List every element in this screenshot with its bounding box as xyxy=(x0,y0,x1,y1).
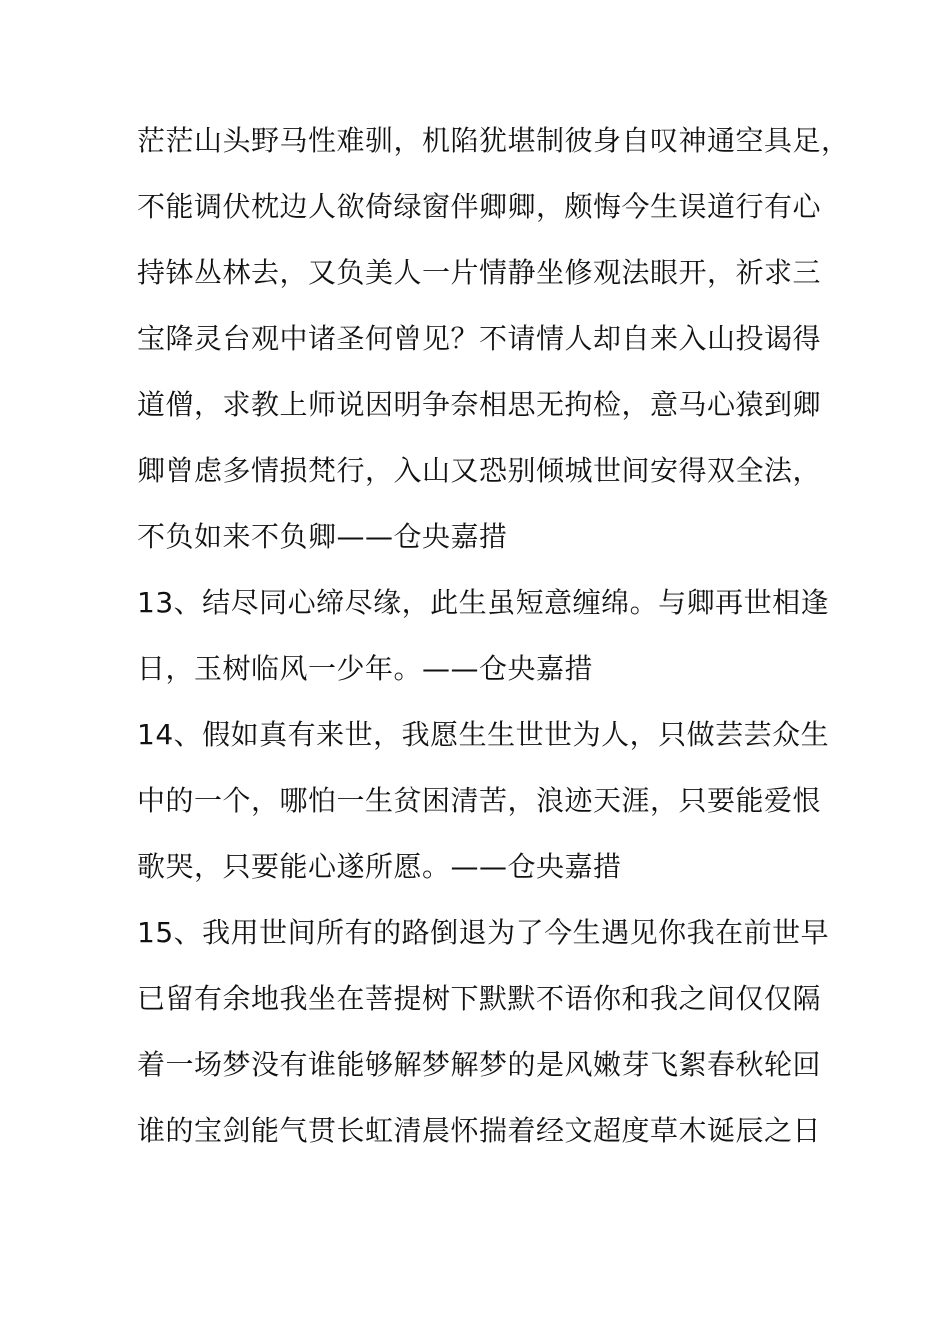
text-line: 中的一个，哪怕一生贫困清苦，浪迹天涯，只要能爱恨 xyxy=(137,784,822,817)
text-line: 13、结尽同心缔尽缘，此生虽短意缠绵。与卿再世相逢 xyxy=(137,586,830,619)
text-line: 宝降灵台观中诸圣何曾见？不请情人却自来入山投谒得 xyxy=(137,322,822,355)
text-line: 着一场梦没有谁能够解梦解梦的是风嫩芽飞絮春秋轮回 xyxy=(137,1048,822,1081)
text-line: 14、假如真有来世，我愿生生世世为人，只做芸芸众生 xyxy=(137,718,830,751)
text-line: 茫茫山头野马性难驯，机陷犹堪制彼身自叹神通空具足， xyxy=(137,124,850,157)
text-line: 谁的宝剑能气贯长虹清晨怀揣着经文超度草木诞辰之日 xyxy=(137,1114,822,1147)
text-line: 已留有余地我坐在菩提树下默默不语你和我之间仅仅隔 xyxy=(137,982,822,1015)
text-line: 不负如来不负卿——仓央嘉措 xyxy=(137,520,508,553)
text-line: 15、我用世间所有的路倒退为了今生遇见你我在前世早 xyxy=(137,916,830,949)
text-line: 道僧，求教上师说因明争奈相思无拘检，意马心猿到卿 xyxy=(137,388,822,421)
text-line: 持钵丛林去，又负美人一片情静坐修观法眼开，祈求三 xyxy=(137,256,822,289)
text-line: 日，玉树临风一少年。——仓央嘉措 xyxy=(137,652,594,685)
poem-text-block xyxy=(137,116,850,1172)
text-line: 歌哭，只要能心遂所愿。——仓央嘉措 xyxy=(137,850,622,883)
text-line: 卿曾虑多情损梵行，入山又恐别倾城世间安得双全法， xyxy=(137,454,822,487)
text-line: 不能调伏枕边人欲倚绿窗伴卿卿，颇悔今生误道行有心 xyxy=(137,190,822,223)
